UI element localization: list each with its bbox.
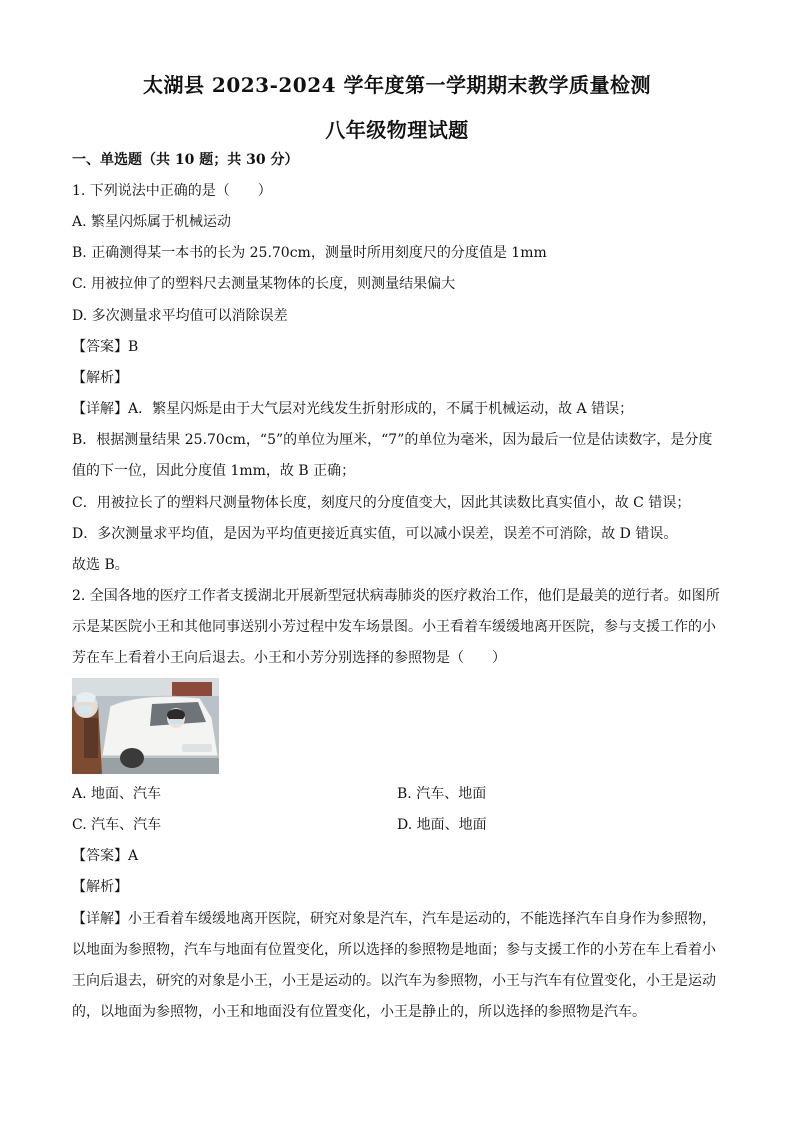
q1-detail-line: 值的下一位，因此分度值 1mm，故 B 正确； (72, 463, 356, 479)
q1-detail-line: B．根据测量结果 25.70cm，“5”的单位为厘米，“7”的单位为毫米，因为最后一位是估读数字，是分度 (72, 432, 713, 448)
page-title: 太湖县 2023-2024 学年度第一学期期末教学质量检测 (142, 73, 652, 97)
q1-conclusion: 故选 B。 (72, 557, 129, 573)
q1-stem: 1. 下列说法中正确的是（ ） (72, 183, 272, 199)
q1-detail-line: C．用被拉长了的塑料尺测量物体长度，刻度尺的分度值变大，因此其读数比真实值小，故 C 错误； (72, 495, 691, 511)
q2-detail-line: 【详解】小王看着车缓缓地离开医院，研究对象是汽车，汽车是运动的，不能选择汽车自身作为参照物， (72, 911, 716, 927)
car-farewell-photo (72, 678, 219, 774)
section-heading: 一、单选题（共 10 题；共 30 分） (72, 152, 299, 168)
q1-option-b: B. 正确测得某一本书的长为 25.70cm，测量时所用刻度尺的分度值是 1mm (72, 245, 547, 261)
q2-stem-line: 示是某医院小王和其他同事送别小芳过程中发车场景图。小王看着车缓缓地离开医院，参与支援工作的小 (72, 619, 716, 635)
q2-stem-line: 2. 全国各地的医疗工作者支援湖北开展新型冠状病毒肺炎的医疗救治工作，他们是最美的逆行者。如图所 (72, 588, 720, 604)
q1-detail-line: D．多次测量求平均值，是因为平均值更接近真实值，可以减小误差，误差不可消除，故 D 错误。 (72, 526, 678, 542)
q2-option-a: A. 地面、汽车 (72, 786, 162, 802)
q2-detail-line: 以地面为参照物，汽车与地面有位置变化，所以选择的参照物是地面；参与支援工作的小芳在车上看着小 (72, 942, 716, 958)
q2-detail-line: 的，以地面为参照物，小王和地面没有位置变化，小王是静止的，所以选择的参照物是汽车。 (72, 1004, 646, 1020)
q1-answer: 【答案】B (72, 339, 139, 355)
q2-stem-line: 芳在车上看着小王向后退去。小王和小芳分别选择的参照物是（ ） (72, 650, 506, 666)
q2-detail-line: 王向后退去，研究的对象是小王，小王是运动的。以汽车为参照物，小王与汽车有位置变化，小王是运动 (72, 973, 716, 989)
q1-option-c: C. 用被拉伸了的塑料尺去测量某物体的长度，则测量结果偏大 (72, 276, 456, 292)
q1-analysis-label: 【解析】 (72, 370, 128, 386)
q2-analysis-label: 【解析】 (72, 879, 128, 895)
page-subtitle: 八年级物理试题 (325, 118, 469, 142)
q2-option-b: B. 汽车、地面 (397, 786, 487, 802)
q1-detail-line: 【详解】A．繁星闪烁是由于大气层对光线发生折射形成的，不属于机械运动，故 A 错误； (72, 401, 634, 417)
q1-option-a: A. 繁星闪烁属于机械运动 (72, 214, 232, 230)
q2-option-c: C. 汽车、汽车 (72, 817, 162, 833)
q2-answer: 【答案】A (72, 848, 139, 864)
q1-option-d: D. 多次测量求平均值可以消除误差 (72, 308, 288, 324)
q2-option-d: D. 地面、地面 (397, 817, 487, 833)
